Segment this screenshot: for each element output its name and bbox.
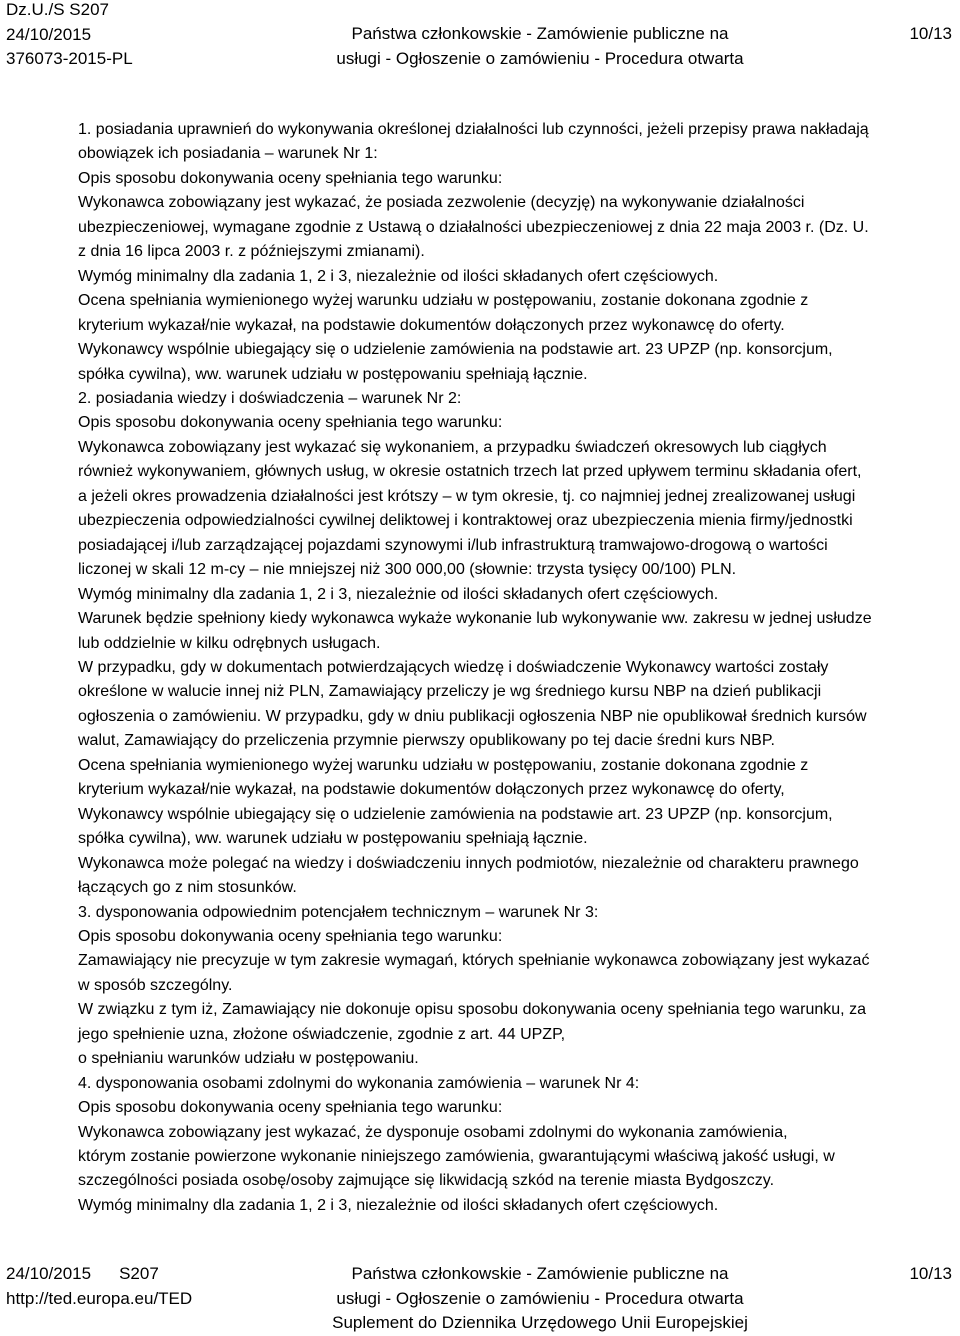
body-line: Wykonawca zobowiązany jest wykazać, że dysponuje osobami zdolnymi do wykonania zamówienia,	[78, 1123, 788, 1141]
body-line: 4. dysponowania osobami zdolnymi do wykonania zamówienia – warunek Nr 4:	[78, 1074, 640, 1092]
body-line: również wykonywaniem, głównych usług, w okresie ostatnich trzech lat przed upływem terminu składania ofert,	[78, 463, 862, 481]
body-line: obowiązek ich posiadania – warunek Nr 1:	[78, 145, 378, 163]
body-line: w sposób szczególny.	[78, 976, 233, 994]
footer-title	[260, 1262, 820, 1336]
body-line: Wykonawcy wspólnie ubiegający się o udzielenie zamówienia na podstawie art. 23 UPZP (np. konsorcjum,	[78, 341, 833, 359]
footer-title-line-3: Suplement do Dziennika Urzędowego Unii Europejskiej	[332, 1313, 748, 1332]
body-line: lub oddzielnie w kilku odrębnych usługach.	[78, 634, 381, 652]
body-line: Opis sposobu dokonywania oceny spełniania tego warunku:	[78, 1099, 503, 1117]
body-line: Wymóg minimalny dla zadania 1, 2 i 3, niezależnie od ilości składanych ofert częściowych.	[78, 585, 719, 603]
footer-title-line-1: Państwa członkowskie - Zamówienie publiczne na	[351, 1264, 729, 1283]
body-line: Ocena spełniania wymienionego wyżej warunku udziału w postępowaniu, zostanie dokonana zgodnie z	[78, 756, 809, 774]
body-line: określone w walucie innej niż PLN, Zamawiający przeliczy je wg średniego kursu NBP na dzień publikacji	[78, 683, 822, 701]
body-line: szczególności posiada osobę/osoby zajmujące się likwidacją szkód na terenie miasta Bydgoszczy.	[78, 1172, 775, 1190]
body-line: walut, Zamawiający do przeliczenia przymnie pierwszy opublikowany po tej dacie średni kurs NBP.	[78, 732, 775, 750]
body-line: Warunek będzie spełniony kiedy wykonawca wykaże wykonanie lub wykonywanie ww. zakresu w jednej usłudze	[78, 610, 872, 628]
body-line: 1. posiadania uprawnień do wykonywania określonej działalności lub czynności, jeżeli przepisy prawa nakładają	[78, 121, 869, 138]
body-line: Wymóg minimalny dla zadania 1, 2 i 3, niezależnie od ilości składanych ofert częściowych.	[78, 267, 719, 285]
body-line: liczonej w skali 12 m-cy – nie mniejszej niż 300 000,00 (słownie: trzysta tysięcy 00/100) PLN.	[78, 561, 737, 579]
body-line: 3. dysponowania odpowiednim potencjałem technicznym – warunek Nr 3:	[78, 903, 599, 921]
header-title	[280, 22, 800, 71]
footer-left	[6, 1262, 192, 1311]
body-line: 2. posiadania wiedzy i doświadczenia – warunek Nr 2:	[78, 389, 462, 407]
body-line: Opis sposobu dokonywania oceny spełniania tego warunku:	[78, 169, 503, 187]
footer-date: 24/10/2015	[6, 1264, 92, 1283]
body-line: Wymóg minimalny dla zadania 1, 2 i 3, niezależnie od ilości składanych ofert częściowych.	[78, 1196, 719, 1214]
notice-number: 376073-2015-PL	[6, 49, 133, 68]
body-line: kryterium wykazał/nie wykazał, na podstawie dokumentów dołączonych przez wykonawcę do oferty,	[78, 781, 785, 799]
footer-page-number: 10/13	[909, 1264, 952, 1283]
header-date: 24/10/2015	[6, 24, 92, 44]
body-line: ubezpieczenia odpowiedzialności cywilnej deliktowej i kontraktowej oraz ubezpieczenia mienia firmy/jednostki	[78, 512, 853, 530]
body-line: Ocena spełniania wymienionego wyżej warunku udziału w postępowaniu, zostanie dokonana zgodnie z	[78, 292, 809, 310]
body-line: Wykonawca może polegać na wiedzy i doświadczeniu innych podmiotów, niezależnie od charakteru prawnego	[78, 854, 859, 872]
document-body	[78, 118, 958, 1218]
header-title-line-2: usługi - Ogłoszenie o zamówieniu - Procedura otwarta	[336, 48, 744, 68]
body-line: a jeżeli okres prowadzenia działalności jest krótszy – w tym okresie, tj. co najmniej jednej zrealizowanej usługi	[78, 487, 856, 505]
body-line: kryterium wykazał/nie wykazał, na podstawie dokumentów dołączonych przez wykonawcę do oferty.	[78, 316, 785, 334]
page-header	[0, 0, 960, 75]
body-line: posiadającej i/lub zarządzającej pojazdami szynowymi i/lub infrastrukturą tramwajowo-drogową o wartości	[78, 536, 828, 554]
body-line: Wykonawca zobowiązany jest wykazać się wykonaniem, a przypadku świadczeń okresowych lub ciągłych	[78, 438, 827, 456]
body-line: W związku z tym iż, Zamawiający nie dokonuje opisu sposobu dokonywania oceny spełniania tego warunku, za	[78, 1001, 866, 1019]
body-line: którym zostanie powierzone wykonanie niniejszego zamówienia, gwarantującymi właściwą jakość usługi, w	[78, 1148, 835, 1166]
body-line: Opis sposobu dokonywania oceny spełniania tego warunku:	[78, 927, 503, 945]
body-line: spółka cywilna), ww. warunek udziału w postępowaniu spełniają łącznie.	[78, 830, 588, 848]
body-line: Wykonawca zobowiązany jest wykazać, że posiada zezwolenie (decyzję) na wykonywanie działalności	[78, 194, 805, 212]
body-line: o spełnianiu warunków udziału w postępowaniu.	[78, 1050, 419, 1068]
footer-title-line-2: usługi - Ogłoszenie o zamówieniu - Procedura otwarta	[336, 1288, 744, 1308]
body-line: W przypadku, gdy w dokumentach potwierdzających wiedzę i doświadczenie Wykonawcy wartości zostały	[78, 658, 829, 676]
header-page-number: 10/13	[909, 24, 952, 43]
body-line: Zamawiający nie precyzuje w tym zakresie wymagań, których spełnianie wykonawca zobowiązany jest wykazać	[78, 952, 870, 970]
page-footer	[0, 1262, 960, 1334]
body-line: jego spełnienie uzna, złożone oświadczenie, zgodnie z art. 44 UPZP,	[78, 1025, 566, 1043]
body-line: łączących go z nim stosunków.	[78, 879, 297, 897]
body-line: z dnia 16 lipca 2003 r. z późniejszymi zmianami).	[78, 243, 425, 261]
body-line: Wykonawcy wspólnie ubiegający się o udzielenie zamówienia na podstawie art. 23 UPZP (np. konsorcjum,	[78, 805, 833, 823]
header-title-line-1: Państwa członkowskie - Zamówienie publiczne na	[351, 24, 729, 43]
body-line: spółka cywilna), ww. warunek udziału w postępowaniu spełniają łącznie.	[78, 365, 588, 383]
footer-url: http://ted.europa.eu/TED	[6, 1288, 193, 1308]
body-line: ogłoszenia o zamówieniu. W przypadku, gdy w dniu publikacji ogłoszenia NBP nie opublikował średnich kursów	[78, 707, 867, 725]
body-line: ubezpieczeniowej, wymagane zgodnie z Ustawą o działalności ubezpieczeniowej z dnia 22 maja 2003 r. (Dz. U.	[78, 218, 869, 236]
header-left	[6, 0, 133, 72]
doc-id: Dz.U./S S207	[6, 0, 109, 19]
footer-series: S207	[119, 1264, 159, 1283]
body-line: Opis sposobu dokonywania oceny spełniania tego warunku:	[78, 414, 503, 432]
